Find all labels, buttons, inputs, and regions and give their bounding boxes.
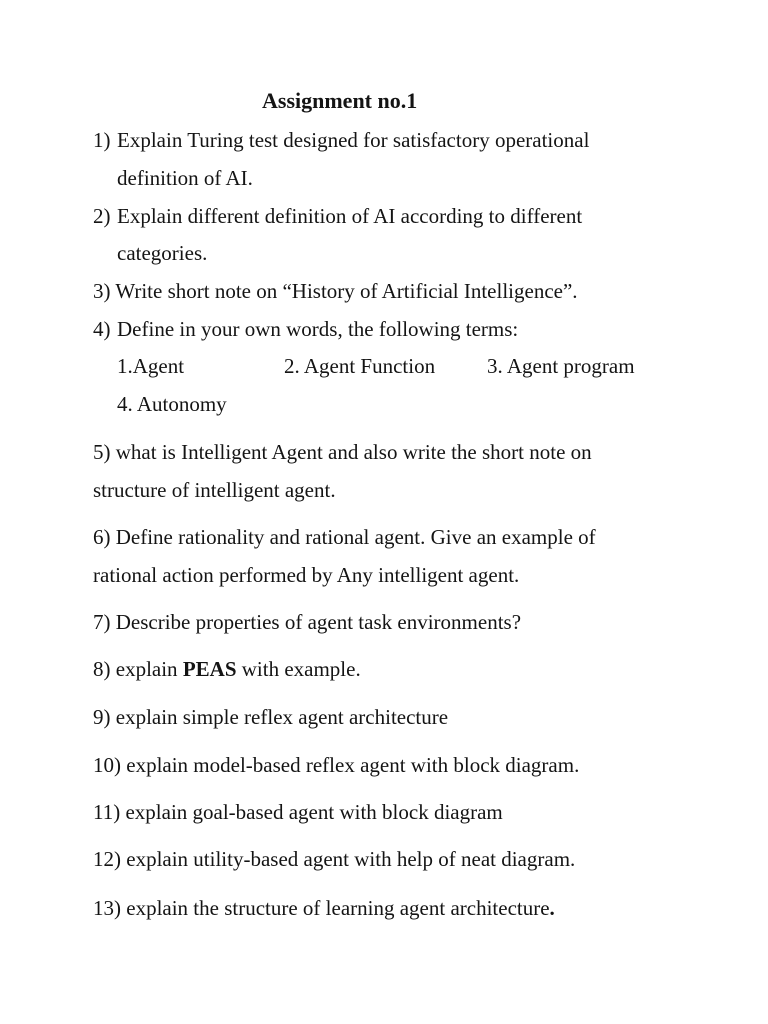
question-11: 11) explain goal-based agent with block diagram	[93, 800, 503, 824]
question-4-line-1: Define in your own words, the following terms:	[117, 317, 519, 341]
question-8-prefix: 8) explain	[93, 657, 183, 681]
question-4-term-1: 1.Agent	[117, 354, 185, 378]
question-4-term-4: 4. Autonomy	[117, 392, 227, 416]
question-4-term-2: 2. Agent Function	[284, 354, 436, 378]
question-4-number: 4)	[93, 317, 111, 341]
question-12: 12) explain utility-based agent with help of neat diagram.	[93, 847, 576, 871]
question-5-line-1: 5) what is Intelligent Agent and also write the short note on	[93, 440, 592, 464]
question-4-term-3: 3. Agent program	[487, 354, 635, 378]
question-8	[93, 656, 361, 682]
question-1-number: 1)	[93, 128, 111, 152]
question-2-line-2: categories.	[117, 241, 208, 265]
question-1-line-1: Explain Turing test designed for satisfactory operational	[117, 128, 590, 152]
question-13-text: 13) explain the structure of learning agent architecture	[93, 896, 550, 920]
question-6-line-2: rational action performed by Any intelligent agent.	[93, 563, 520, 587]
question-7: 7) Describe properties of agent task environments?	[93, 610, 522, 634]
question-8-bold-term: PEAS	[182, 657, 237, 681]
question-6-line-1: 6) Define rationality and rational agent. Give an example of	[93, 525, 596, 549]
question-5-line-2: structure of intelligent agent.	[93, 478, 336, 502]
question-9: 9) explain simple reflex agent architecture	[93, 705, 449, 729]
question-2-line-1: Explain different definition of AI according to different	[117, 204, 583, 228]
question-1-line-2: definition of AI.	[117, 166, 253, 190]
question-13-period: .	[549, 896, 555, 920]
question-3: 3) Write short note on “History of Artificial Intelligence”.	[93, 279, 578, 303]
question-10: 10) explain model-based reflex agent with block diagram.	[93, 753, 580, 777]
question-13	[93, 895, 555, 921]
page-title: Assignment no.1	[262, 88, 418, 113]
question-8-suffix: with example.	[236, 657, 361, 681]
question-2-number: 2)	[93, 204, 111, 228]
